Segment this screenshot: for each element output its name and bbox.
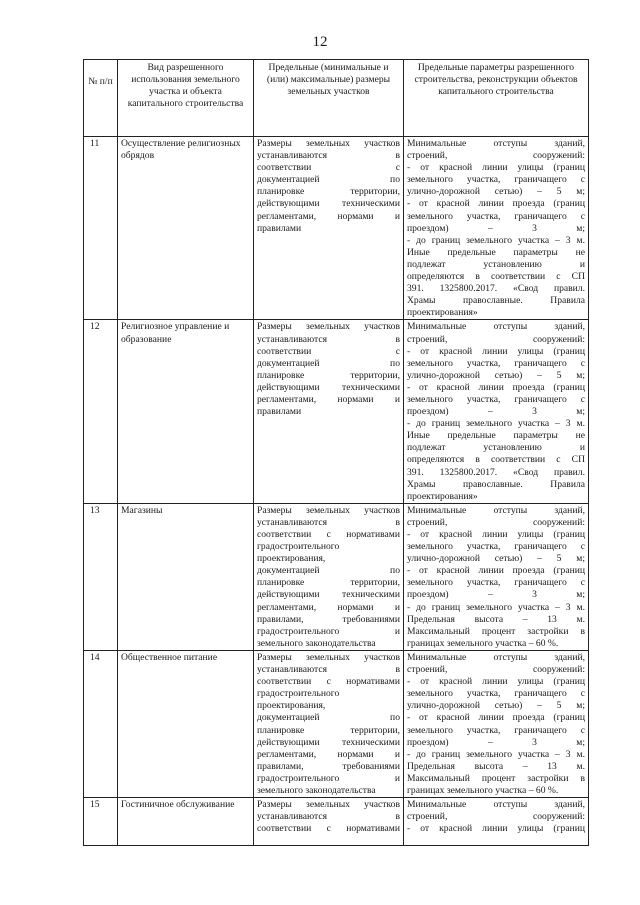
text-line: определяются в соответствии с СП: [407, 271, 585, 283]
row-number: 13: [84, 503, 118, 650]
text-line: проектирования,: [257, 553, 326, 565]
use-type-name: Гостиничное обслуживание: [118, 798, 254, 846]
text-line: - до границ земельного участка – 3 м.: [407, 601, 585, 613]
text-line: документацией по: [257, 174, 400, 186]
text-line: строений, сооружений:: [407, 811, 585, 823]
row-number: 11: [84, 137, 118, 320]
text-line: градостроительного: [257, 688, 340, 700]
text-line: проездом) – 3 м;: [407, 222, 585, 234]
text-line: соответствии с нормативами: [257, 823, 400, 835]
text-line: - от красной линии проезда (границ: [407, 712, 585, 724]
text-line: земельного участка, граничащего с: [407, 174, 585, 186]
text-line: Размеры земельных участков: [257, 321, 400, 333]
text-line: правилами: [257, 222, 302, 234]
text-line: документацией по: [257, 712, 400, 724]
text-line: правилами, требованиями: [257, 760, 400, 772]
text-line: улично-дорожной сетью) – 5 м;: [407, 553, 585, 565]
text-line: земельного участка, граничащего с: [407, 541, 585, 553]
text-line: земельного участка, граничащего с: [407, 724, 585, 736]
header-build-params: Предельные параметры разрешенного строительства, реконструкции объектов капитального строительства: [404, 60, 589, 137]
text-line: - до границ земельного участка – 3 м.: [407, 234, 585, 246]
text-line: планировке территории,: [257, 577, 400, 589]
text-line: улично-дорожной сетью) – 5 м;: [407, 369, 585, 381]
text-line: улично-дорожной сетью) – 5 м;: [407, 700, 585, 712]
text-line: Предельная высота – 13 м.: [407, 613, 585, 625]
row-number: 12: [84, 320, 118, 503]
text-line: регламентами, нормами и: [257, 210, 400, 222]
text-line: земельного участка, граничащего с: [407, 393, 585, 405]
text-line: регламентами, нормами и: [257, 601, 400, 613]
text-line: улично-дорожной сетью) – 5 м;: [407, 186, 585, 198]
text-line: - до границ земельного участка – 3 м.: [407, 418, 585, 430]
text-line: земельного участка, граничащего с: [407, 210, 585, 222]
text-line: строений, сооружений:: [407, 333, 585, 345]
text-line: соответствии с нормативами: [257, 676, 400, 688]
table-row: [84, 320, 589, 503]
build-params-text: [404, 798, 589, 846]
text-line: строений, сооружений:: [407, 516, 585, 528]
text-line: 391. 1325800.2017. «Свод правил.: [407, 283, 585, 295]
text-line: документацией по: [257, 565, 400, 577]
text-line: соответствии с нормативами: [257, 529, 400, 540]
text-line: регламентами, нормами и: [257, 393, 400, 405]
use-type-name: Магазины: [118, 503, 254, 650]
plot-size-text: [254, 503, 404, 650]
text-line: Предельная высота – 13 м.: [407, 760, 585, 772]
text-line: проектирования»: [407, 307, 478, 319]
text-line: устанавливаются в: [257, 811, 400, 823]
text-line: действующими техническими: [257, 589, 400, 601]
text-line: Минимальные отступы зданий,: [407, 651, 585, 663]
text-line: соответствии с: [257, 162, 400, 174]
text-line: 391. 1325800.2017. «Свод правил.: [407, 466, 585, 478]
table-row: [84, 798, 589, 846]
text-line: - от красной линии улицы (границ: [407, 529, 585, 540]
text-line: проездом) – 3 м;: [407, 736, 585, 748]
header-use-type: Вид разрешенного использования земельного участка и объекта капитального строительства: [118, 60, 254, 137]
text-line: - от красной линии проезда (границ: [407, 565, 585, 577]
text-line: Минимальные отступы зданий,: [407, 321, 585, 333]
use-type-name: Общественное питание: [118, 650, 254, 797]
text-line: земельного участка, граничащего с: [407, 688, 585, 700]
text-line: Иные предельные параметры не: [407, 246, 585, 258]
table-row: [84, 650, 589, 797]
text-line: - от красной линии проезда (границ: [407, 198, 585, 210]
header-num: № п/п: [84, 60, 118, 137]
build-params-text: [404, 503, 589, 650]
text-line: градостроительного и: [257, 625, 400, 637]
text-line: земельного законодательства: [257, 784, 376, 796]
text-line: земельного участка, граничащего с: [407, 577, 585, 589]
text-line: определяются в соответствии с СП: [407, 454, 585, 466]
text-line: - от красной линии проезда (границ: [407, 381, 585, 393]
table-header-row: [84, 60, 589, 137]
text-line: планировке территории,: [257, 369, 400, 381]
table-row: [84, 503, 589, 650]
text-line: проектирования»: [407, 490, 478, 502]
text-line: градостроительного и: [257, 772, 400, 784]
text-line: Размеры земельных участков: [257, 138, 400, 149]
text-line: проездом) – 3 м;: [407, 589, 585, 601]
plot-size-text: [254, 137, 404, 320]
text-line: - от красной линии улицы (границ: [407, 162, 585, 174]
text-line: действующими техническими: [257, 736, 400, 748]
plot-size-text: [254, 320, 404, 503]
text-line: земельного законодательства: [257, 637, 376, 649]
text-line: - от красной линии улицы (границ: [407, 823, 585, 835]
text-line: подлежат установлению и: [407, 442, 585, 454]
text-line: устанавливаются в: [257, 333, 400, 345]
text-line: правилами: [257, 406, 302, 418]
plot-size-text: [254, 798, 404, 846]
build-params-text: [404, 320, 589, 503]
row-number: 15: [84, 798, 118, 846]
text-line: земельного участка, граничащего с: [407, 357, 585, 369]
plot-size-text: [254, 650, 404, 797]
text-line: документацией по: [257, 357, 400, 369]
header-plot-size: Предельные (минимальные и (или) максимальные) размеры земельных участков: [254, 60, 404, 137]
table-row: [84, 137, 589, 320]
text-line: планировке территории,: [257, 186, 400, 198]
text-line: Минимальные отступы зданий,: [407, 504, 585, 516]
text-line: - до границ земельного участка – 3 м.: [407, 748, 585, 760]
text-line: подлежат установлению и: [407, 258, 585, 270]
text-line: Размеры земельных участков: [257, 504, 400, 516]
text-line: устанавливаются в: [257, 516, 400, 528]
text-line: границах земельного участка – 60 %.: [407, 637, 559, 649]
text-line: Размеры земельных участков: [257, 651, 400, 663]
text-line: действующими техническими: [257, 381, 400, 393]
text-line: действующими техническими: [257, 198, 400, 210]
text-line: строений, сооружений:: [407, 664, 585, 676]
row-number: 14: [84, 650, 118, 797]
text-line: проектирования,: [257, 700, 326, 712]
land-use-table: [83, 59, 589, 846]
build-params-text: [404, 650, 589, 797]
text-line: Размеры земельных участков: [257, 799, 400, 811]
text-line: Минимальные отступы зданий,: [407, 138, 585, 149]
text-line: - от красной линии улицы (границ: [407, 676, 585, 688]
use-type-name: Религиозное управление и образование: [118, 320, 254, 503]
text-line: Максимальный процент застройки в: [407, 772, 585, 784]
text-line: регламентами, нормами и: [257, 748, 400, 760]
text-line: соответствии с: [257, 345, 400, 357]
text-line: Храмы православные. Правила: [407, 295, 585, 307]
text-line: устанавливаются в: [257, 664, 400, 676]
text-line: Минимальные отступы зданий,: [407, 799, 585, 811]
text-line: Иные предельные параметры не: [407, 430, 585, 442]
text-line: Храмы православные. Правила: [407, 478, 585, 490]
text-line: планировке территории,: [257, 724, 400, 736]
use-type-name: Осуществление религиозных обрядов: [118, 137, 254, 320]
text-line: правилами, требованиями: [257, 613, 400, 625]
text-line: границах земельного участка – 60 %.: [407, 784, 559, 796]
text-line: устанавливаются в: [257, 150, 400, 162]
text-line: Максимальный процент застройки в: [407, 625, 585, 637]
build-params-text: [404, 137, 589, 320]
text-line: проездом) – 3 м;: [407, 406, 585, 418]
text-line: - от красной линии улицы (границ: [407, 345, 585, 357]
page-number: 12: [312, 34, 328, 50]
text-line: градостроительного: [257, 541, 340, 553]
text-line: строений, сооружений:: [407, 150, 585, 162]
